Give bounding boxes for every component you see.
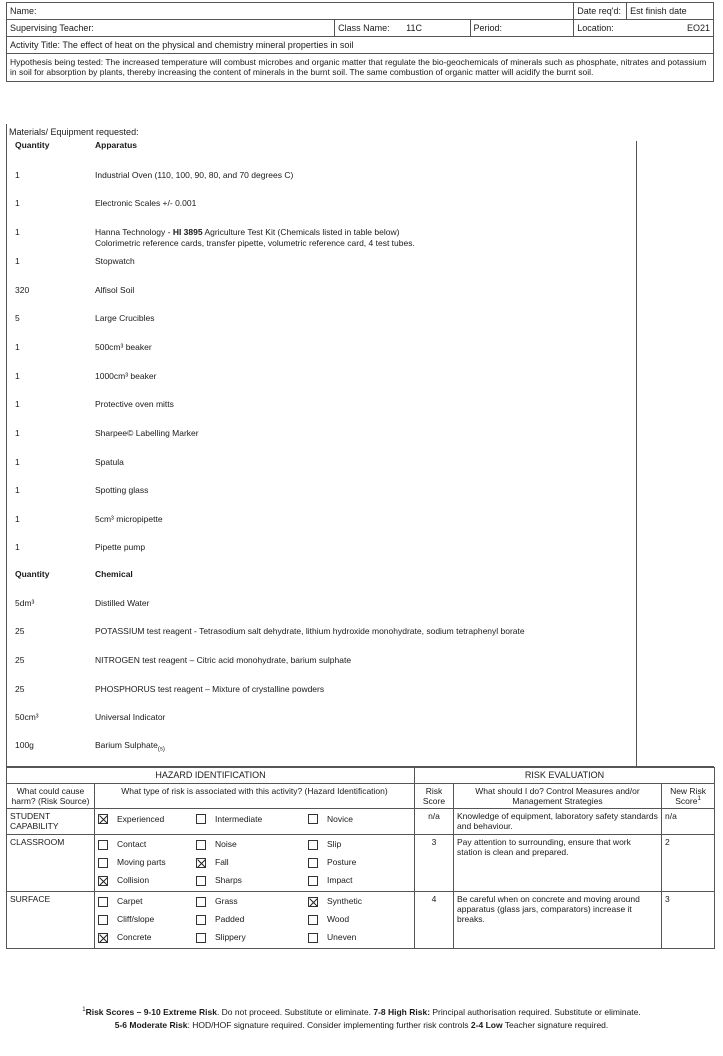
checkbox-label: Moving parts <box>117 857 166 868</box>
hazard-option[interactable] <box>308 875 408 887</box>
footnote-marker: 1 <box>697 796 701 803</box>
hazard-options <box>95 891 415 948</box>
checkbox[interactable] <box>196 933 206 943</box>
item-name: Pipette pump <box>95 542 146 552</box>
checked-checkbox[interactable] <box>308 897 318 907</box>
item-name-text: Barium Sulphate <box>95 740 158 750</box>
item-name-part: Agriculture Test Kit (Chemicals listed in table below) <box>202 227 400 237</box>
checkbox-label: Experienced <box>117 814 165 825</box>
item-quantity: 1 <box>15 514 20 524</box>
item-quantity: 25 <box>15 626 25 636</box>
class-label: Class Name: <box>338 23 390 33</box>
finish-date-label: Est finish date <box>630 6 687 16</box>
footnote-text: 5-6 Moderate Risk <box>114 1020 188 1030</box>
table-row <box>7 809 715 834</box>
hazard-option[interactable] <box>308 813 408 825</box>
risk-score-footnote-line-2 <box>0 1020 723 1030</box>
checkbox-label: Contact <box>117 839 147 850</box>
hazard-option[interactable] <box>308 839 408 851</box>
checkbox[interactable] <box>98 897 108 907</box>
period-field[interactable] <box>470 20 574 37</box>
header-table <box>6 2 714 82</box>
item-quantity: 1 <box>15 428 20 438</box>
location-value: EO21 <box>686 23 710 33</box>
chemical-heading: Chemical <box>95 569 133 579</box>
checkbox-label: Fall <box>215 857 229 868</box>
item-quantity: 1 <box>15 198 20 208</box>
item-detail: Colorimetric reference cards, transfer pipette, volumetric reference card, 4 test tubes. <box>95 237 415 248</box>
quantity-heading: Quantity <box>15 140 50 150</box>
checkbox-label: Intermediate <box>215 814 263 825</box>
item-name: PHOSPHORUS test reagent – Mixture of crystalline powders <box>95 684 325 694</box>
item-quantity: 5 <box>15 313 20 323</box>
item-name <box>95 227 655 248</box>
column-header-source: What could cause harm? (Risk Source) <box>7 783 95 808</box>
checkbox-label: Cliff/slope <box>117 914 155 925</box>
list-item <box>15 399 655 413</box>
materials-section <box>6 124 714 767</box>
finish-date-field[interactable] <box>627 3 714 20</box>
hazard-option[interactable] <box>196 914 308 926</box>
item-name: Industrial Oven (110, 100, 90, 80, and 70 degrees C) <box>95 170 294 180</box>
item-name: Distilled Water <box>95 598 150 608</box>
item-name: NITROGEN test reagent – Citric acid monohydrate, barium sulphate <box>95 655 352 665</box>
activity-label: Activity Title: <box>10 40 61 50</box>
chemical-header <box>15 569 655 583</box>
list-item <box>15 740 655 754</box>
item-quantity: 1 <box>15 342 20 352</box>
item-name: Spotting glass <box>95 485 149 495</box>
risk-source: SURFACE <box>7 891 95 948</box>
footnote-text: Teacher signature required. <box>502 1020 609 1030</box>
checkbox[interactable] <box>308 915 318 925</box>
date-label: Date req'd: <box>577 6 621 16</box>
checkbox-label: Concrete <box>117 932 152 943</box>
kit-code: HI 3895 <box>172 227 203 237</box>
checkbox-label: Synthetic <box>327 896 362 907</box>
checkbox-label: Padded <box>215 914 245 925</box>
hazard-option[interactable] <box>98 896 196 908</box>
hazard-option[interactable] <box>196 932 308 944</box>
teacher-field[interactable] <box>7 20 335 37</box>
item-quantity: 320 <box>15 285 30 295</box>
item-quantity: 1 <box>15 256 20 266</box>
checkbox-label: Slip <box>327 839 342 850</box>
column-header-control: What should I do? Control Measures and/or Management Strategies <box>454 783 662 808</box>
date-required-field[interactable] <box>574 3 627 20</box>
item-name: Alfisol Soil <box>95 285 135 295</box>
checked-checkbox[interactable] <box>98 814 108 824</box>
hazard-option[interactable] <box>98 857 196 869</box>
name-label: Name: <box>10 6 37 16</box>
risk-score: 4 <box>415 891 454 948</box>
list-item <box>15 170 655 184</box>
list-item <box>15 684 655 698</box>
materials-title: Materials/ Equipment requested: <box>9 127 139 137</box>
new-risk-score: 2 <box>662 834 715 891</box>
item-name-part: Hanna Technology - <box>95 227 173 237</box>
list-item <box>15 227 655 251</box>
hazard-option[interactable] <box>98 914 196 926</box>
risk-evaluation-heading: RISK EVALUATION <box>415 768 715 784</box>
item-quantity: 25 <box>15 684 25 694</box>
item-name: POTASSIUM test reagent - Tetrasodium salt dehydrate, lithium hydroxide monohydrate, sodium tetraphenyl borate <box>95 626 525 636</box>
hazard-option[interactable] <box>98 932 196 944</box>
list-item <box>15 485 655 499</box>
list-item <box>15 198 655 212</box>
item-name: 1000cm³ beaker <box>95 371 157 381</box>
checked-checkbox[interactable] <box>98 933 108 943</box>
checkbox[interactable] <box>98 840 108 850</box>
column-header-new-score <box>662 783 715 808</box>
risk-score-footnote-line-1 <box>0 1007 723 1017</box>
checkbox[interactable] <box>196 897 206 907</box>
checkbox[interactable] <box>196 840 206 850</box>
item-quantity: 100g <box>15 740 34 750</box>
item-name: Spatula <box>95 457 124 467</box>
item-quantity: 1 <box>15 485 20 495</box>
checkbox[interactable] <box>308 814 318 824</box>
teacher-label: Supervising Teacher: <box>10 23 94 33</box>
item-name: Protective oven mitts <box>95 399 174 409</box>
item-name: Electronic Scales +/- 0.001 <box>95 198 197 208</box>
list-item <box>15 712 655 726</box>
item-quantity: 1 <box>15 399 20 409</box>
footnote-text: . Do not proceed. Substitute or eliminate. <box>216 1007 374 1017</box>
new-score-label: New Risk Score <box>670 785 706 806</box>
checkbox-label: Uneven <box>327 932 357 943</box>
checkbox[interactable] <box>196 876 206 886</box>
item-quantity: 1 <box>15 542 20 552</box>
hazard-options <box>95 834 415 891</box>
footnote-text: : HOD/HOF signature required. Consider implementing further risk controls <box>187 1020 471 1030</box>
hazard-option[interactable] <box>308 932 408 944</box>
activity-title-row <box>7 37 714 54</box>
item-name: Sharpee© Labelling Marker <box>95 428 199 438</box>
checked-checkbox[interactable] <box>98 876 108 886</box>
checkbox[interactable] <box>98 915 108 925</box>
checkbox[interactable] <box>308 933 318 943</box>
list-item <box>15 256 655 270</box>
apparatus-heading: Apparatus <box>95 140 138 150</box>
item-quantity: 1 <box>15 227 20 237</box>
hazard-option[interactable] <box>308 914 408 926</box>
list-item <box>15 626 655 640</box>
period-label: Period: <box>473 23 503 33</box>
checkbox-label: Grass <box>215 896 238 907</box>
table-row <box>7 891 715 948</box>
hazard-option[interactable] <box>98 839 196 851</box>
class-name-field[interactable] <box>335 20 470 37</box>
column-header-type: What type of risk is associated with this activity? (Hazard Identification) <box>95 783 415 808</box>
item-quantity: 1 <box>15 371 20 381</box>
state-subscript: (s) <box>157 746 165 753</box>
item-quantity: 1 <box>15 457 20 467</box>
list-item <box>15 428 655 442</box>
hazard-table <box>6 767 715 949</box>
footnote-text: 2-4 Low <box>470 1020 503 1030</box>
hazard-option[interactable] <box>196 839 308 851</box>
checkbox-label: Impact <box>327 875 353 886</box>
hazard-option[interactable] <box>196 813 308 825</box>
checkbox[interactable] <box>196 915 206 925</box>
item-quantity: 5dm³ <box>15 598 35 608</box>
item-name: Stopwatch <box>95 256 135 266</box>
item-quantity: 1 <box>15 170 20 180</box>
item-quantity: 50cm³ <box>15 712 39 722</box>
footnote-text: 7-8 High Risk: <box>373 1007 431 1017</box>
risk-source: STUDENT CAPABILITY <box>7 809 95 834</box>
hazard-option[interactable] <box>196 875 308 887</box>
column-header-score: Risk Score <box>415 783 454 808</box>
item-name: Large Crucibles <box>95 313 155 323</box>
control-measures: Be careful when on concrete and moving around apparatus (glass jars, comparators) increase it breaks. <box>454 891 662 948</box>
hazard-option[interactable] <box>196 896 308 908</box>
item-name: Universal Indicator <box>95 712 166 722</box>
table-row <box>7 834 715 891</box>
checkbox[interactable] <box>196 814 206 824</box>
checkbox-label: Carpet <box>117 896 143 907</box>
name-field[interactable] <box>7 3 574 20</box>
checkbox[interactable] <box>308 840 318 850</box>
checkbox-label: Wood <box>327 914 350 925</box>
checkbox-label: Slippery <box>215 932 246 943</box>
hypothesis-row <box>7 54 714 82</box>
checked-checkbox[interactable] <box>196 858 206 868</box>
list-item <box>15 542 655 556</box>
quantity-heading: Quantity <box>15 569 50 579</box>
risk-score: n/a <box>415 809 454 834</box>
class-value: 11C <box>406 23 422 33</box>
hazard-option[interactable] <box>196 857 308 869</box>
location-label: Location: <box>577 23 614 33</box>
checkbox-label: Novice <box>327 814 353 825</box>
hypothesis-label: Hypothesis being tested: <box>10 57 104 67</box>
item-name: 500cm³ beaker <box>95 342 152 352</box>
checkbox-label: Noise <box>215 839 237 850</box>
list-item <box>15 285 655 299</box>
risk-score: 3 <box>415 834 454 891</box>
list-item <box>15 313 655 327</box>
checkbox[interactable] <box>308 876 318 886</box>
checkbox-label: Collision <box>117 875 150 886</box>
checkbox[interactable] <box>98 858 108 868</box>
footnote-text: Risk Scores – 9-10 Extreme Risk <box>85 1007 217 1017</box>
checkbox[interactable] <box>308 858 318 868</box>
hazard-option[interactable] <box>308 857 408 869</box>
footnote-text: Principal authorisation required. Substitute or eliminate. <box>430 1007 641 1017</box>
checkbox-label: Sharps <box>215 875 242 886</box>
hazard-options <box>95 809 415 834</box>
risk-source: CLASSROOM <box>7 834 95 891</box>
checkbox-label: Posture <box>327 857 357 868</box>
apparatus-header <box>15 140 655 154</box>
hazard-option[interactable] <box>98 875 196 887</box>
item-name <box>95 740 655 754</box>
new-risk-score: n/a <box>662 809 715 834</box>
list-item <box>15 371 655 385</box>
new-risk-score: 3 <box>662 891 715 948</box>
footnote-marker: 1 <box>82 1007 86 1014</box>
hazard-option[interactable] <box>98 813 196 825</box>
list-item <box>15 655 655 669</box>
item-quantity: 25 <box>15 655 25 665</box>
hypothesis-text: The increased temperature will combust microbes and organic matter that regulate the bio-geochemicals of minerals such as phosphate, nitrates and potassium in soil for absorption by plants, thereby increasing the content of minerals in the burnt soil. The same combustion of organic matter will acidify the burnt soil. <box>10 57 707 78</box>
location-field[interactable] <box>574 20 714 37</box>
item-name: 5cm³ micropipette <box>95 514 163 524</box>
list-item <box>15 457 655 471</box>
list-item <box>15 598 655 612</box>
control-measures: Pay attention to surrounding, ensure that work station is clean and prepared. <box>454 834 662 891</box>
list-item <box>15 514 655 528</box>
hazard-identification-heading: HAZARD IDENTIFICATION <box>7 768 415 784</box>
list-item <box>15 342 655 356</box>
hazard-option[interactable] <box>308 896 408 908</box>
activity-value: The effect of heat on the physical and chemistry mineral properties in soil <box>62 40 354 50</box>
control-measures: Knowledge of equipment, laboratory safety standards and behaviour. <box>454 809 662 834</box>
